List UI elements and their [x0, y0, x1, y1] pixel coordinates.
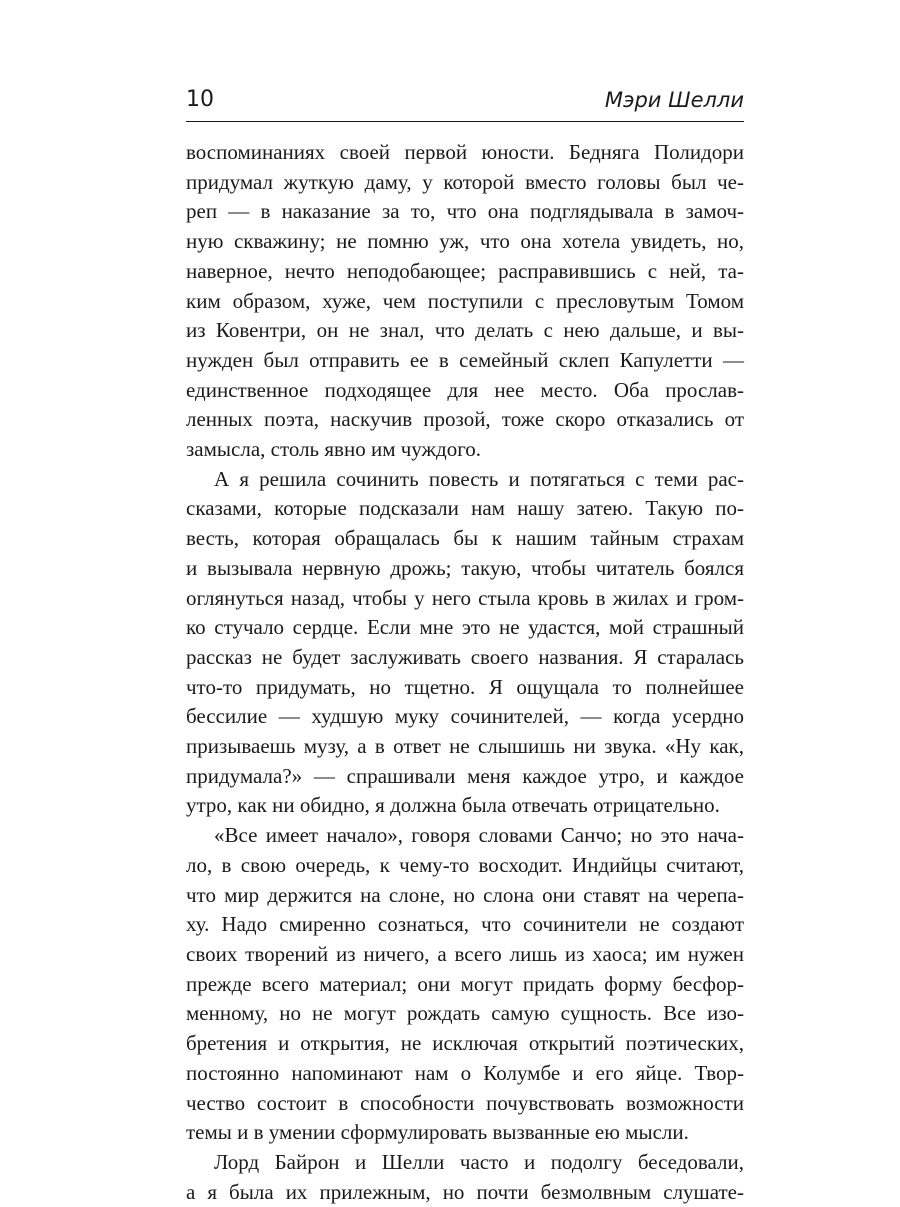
- text-line: из Ковентри, он не знал, что делать с нею дальше, и вы-: [186, 318, 744, 343]
- text-line: темы и в умении сформулировать вызванные ею мысли.: [186, 1120, 689, 1145]
- text-line: призываешь музу, а в ответ не слышишь ни звука. «Ну как,: [186, 734, 744, 759]
- text-line: а я была их прилежным, но почти безмолвным слушате-: [186, 1179, 744, 1204]
- text-line: единственное подходящее для нее место. Оба прослав-: [186, 377, 744, 402]
- text-line: и вызывала нервную дрожь; такую, чтобы читатель боялся: [186, 555, 744, 580]
- page-header: [186, 82, 744, 124]
- text-line: что мир держится на слоне, но слона они ставят на черепа-: [186, 882, 744, 907]
- text-line: утро, как ни обидно, я должна была отвечать отрицательно.: [186, 793, 720, 818]
- body-text: [186, 138, 744, 1207]
- text-line: бессилие — худшую муку сочинителей, — когда усердно: [186, 704, 744, 729]
- text-line: ленных поэта, наскучив прозой, тоже скоро отказались от: [186, 407, 744, 432]
- text-line: Лорд Байрон и Шелли часто и подолгу беседовали,: [214, 1149, 744, 1174]
- paragraph: [186, 821, 744, 1148]
- running-title: Мэри Шелли: [604, 88, 744, 112]
- text-line: нужден был отправить ее в семейный склеп Капулетти —: [186, 347, 744, 372]
- text-line: «Все имеет начало», говоря словами Санчо; но это нача-: [214, 823, 744, 848]
- text-line: замысла, столь явно им чуждого.: [186, 437, 482, 462]
- text-line: постоянно напоминают нам о Колумбе и его яйце. Твор-: [186, 1060, 744, 1085]
- text-line: что-то придумать, но тщетно. Я ощущала то полнейшее: [186, 674, 744, 699]
- text-line: прежде всего материал; они могут придать форму бесфор-: [186, 971, 744, 996]
- page-number: 10: [186, 87, 214, 112]
- paragraph: [186, 138, 744, 465]
- text-line: придумал жуткую даму, у которой вместо головы был че-: [186, 169, 744, 194]
- text-line: воспоминаниях своей первой юности. Бедняга Полидори: [186, 140, 744, 164]
- text-line: ную скважину; не помню уж, что она хотела увидеть, но,: [186, 229, 744, 254]
- text-line: придумала?» — спрашивали меня каждое утро, и каждое: [186, 763, 744, 788]
- text-line: чество состоит в способности почувствовать возможности: [186, 1090, 744, 1115]
- paragraph: [186, 465, 744, 821]
- text-line: реп — в наказание за то, что она подглядывала в замоч-: [186, 199, 744, 224]
- text-line: менному, но не могут рождать самую сущность. Все изо-: [186, 1001, 744, 1026]
- text-line: весть, которая обращалась бы к нашим тайным страхам: [186, 526, 744, 551]
- text-line: наверное, нечто неподобающее; расправившись с ней, та-: [186, 258, 744, 283]
- text-line: сказами, которые подсказали нам нашу затею. Такую по-: [186, 496, 744, 521]
- text-line: рассказ не будет заслуживать своего названия. Я старалась: [186, 644, 744, 669]
- text-line: бретения и открытия, не исключая открытий поэтических,: [186, 1031, 744, 1056]
- header-rule: [186, 121, 744, 122]
- text-line: оглянуться назад, чтобы у него стыла кровь в жилах и гром-: [186, 585, 744, 610]
- text-line: ло, в свою очередь, к чему-то восходит. Индийцы считают,: [186, 852, 744, 877]
- text-line: ко стучало сердце. Если мне это не удастся, мой страшный: [186, 615, 744, 640]
- text-line: ху. Надо смиренно сознаться, что сочинители не создают: [186, 912, 744, 937]
- text-line: А я решила сочинить повесть и потягаться с теми рас-: [214, 466, 744, 491]
- paragraph: [186, 1148, 744, 1207]
- text-line: ким образом, хуже, чем поступили с пресловутым Томом: [186, 288, 744, 313]
- text-line: своих творений из ничего, а всего лишь из хаоса; им нужен: [186, 941, 744, 966]
